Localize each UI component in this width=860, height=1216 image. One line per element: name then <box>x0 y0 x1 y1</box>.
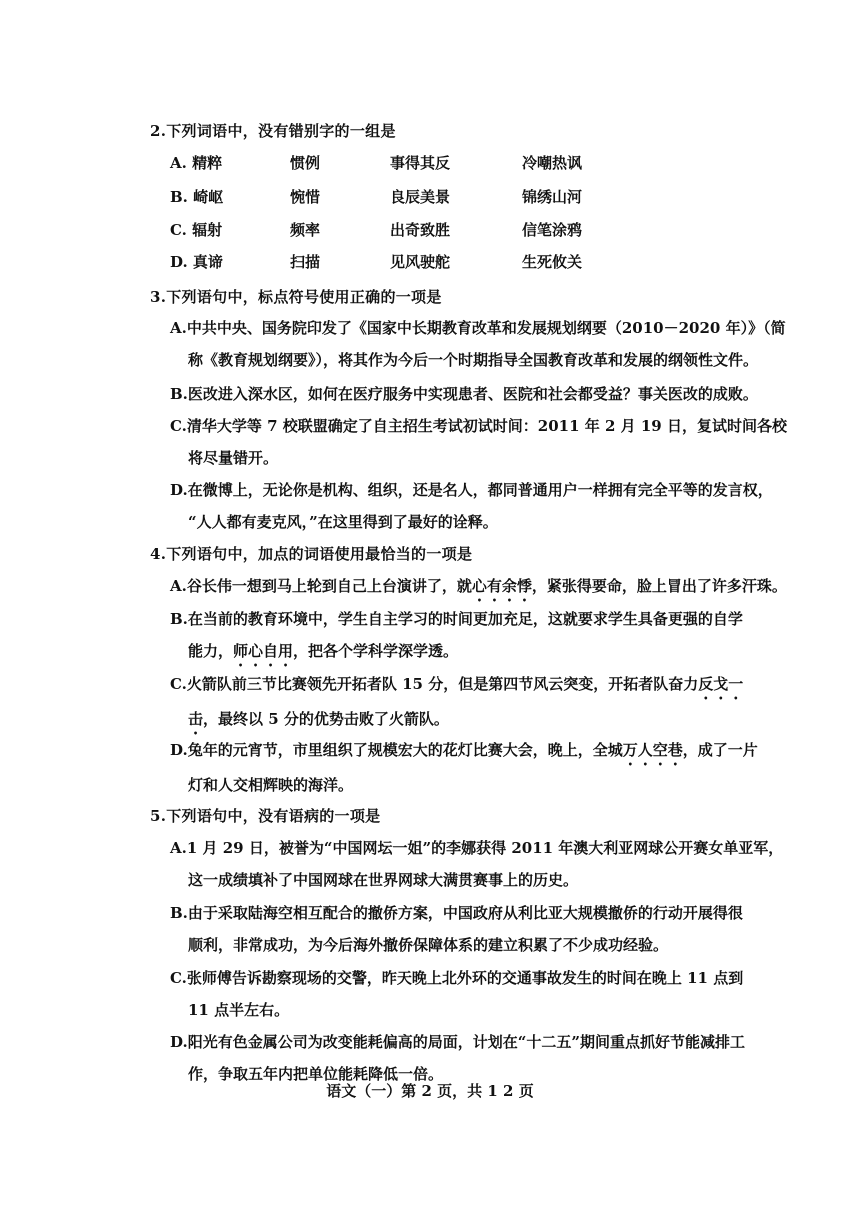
q5-option-b <box>170 897 805 961</box>
q4-b-line2 <box>170 635 805 670</box>
question-5-stem: 5.下列语句中，没有语病的一项是 <box>150 807 381 825</box>
q3-option-b <box>170 378 805 410</box>
q3-c-line1: C.清华大学等 7 校联盟确定了自主招生考试初试时间：2011 年 2 月 19 日，复试时间各校 <box>170 417 787 435</box>
q4-a-post: ，紧张得要命，脸上冒出了许多汗珠。 <box>531 577 787 595</box>
q3-option-d <box>170 474 805 538</box>
q4-c-post: ，最终以 5 分的优势击败了火箭队。 <box>203 710 449 728</box>
q4-option-c <box>170 668 805 738</box>
q2-b-word2: 良辰美景 <box>390 188 451 206</box>
q2-a-word1: 惯例 <box>290 154 321 172</box>
q4-d-line1 <box>170 734 805 769</box>
q4-c-dotted-word2: 击 <box>188 710 204 728</box>
q2-c-word1: 频率 <box>290 221 321 239</box>
q3-a-line1: A.中共中央、国务院印发了《国家中长期教育改革和发展规划纲要（2010－2020 年）》（简 <box>170 319 786 337</box>
question-2-stem: 2.下列词语中，没有错别字的一组是 <box>150 122 396 140</box>
q5-c-line2: 11 点半左右。 <box>188 1001 290 1019</box>
q2-b-word3: 锦绣山河 <box>522 188 583 206</box>
q3-d-line1: D.在微博上，无论你是机构、组织，还是名人，都同普通用户一样拥有完全平等的发言权， <box>170 481 773 499</box>
q5-option-a <box>170 832 805 896</box>
q2-d-word1: 扫描 <box>290 253 321 271</box>
question-4-stem: 4.下列语句中，加点的词语使用最恰当的一项是 <box>150 545 473 563</box>
q2-d-word2: 见风驶舵 <box>390 253 451 271</box>
q4-c-line2 <box>170 703 805 738</box>
q3-d-line2: “人人都有麦克风，”在这里得到了最好的诠释。 <box>188 513 498 531</box>
q4-b-line1: B.在当前的教育环境中，学生自主学习的时间更加充足，这就要求学生具备更强的自学 <box>170 610 743 628</box>
q4-b-post: ，把各个学科学深学透。 <box>293 642 459 660</box>
q5-b-line2: 顺利，非常成功，为今后海外撤侨保障体系的建立积累了不少成功经验。 <box>188 936 669 954</box>
q3-option-c <box>170 410 805 474</box>
q2-d-word3: 生死攸关 <box>522 253 583 271</box>
q4-c-dotted-word1: 反戈一 <box>698 675 744 693</box>
question-3-stem: 3.下列语句中，标点符号使用正确的一项是 <box>150 288 442 306</box>
q5-b-line1: B.由于采取陆海空相互配合的撤侨方案，中国政府从利比亚大规模撤侨的行动开展得很 <box>170 904 743 922</box>
q2-c-word3: 信笔涂鸦 <box>522 221 583 239</box>
q4-option-b <box>170 603 805 670</box>
q4-option-a <box>170 570 805 605</box>
q4-a-line1 <box>170 570 805 605</box>
page-footer: 语文（一）第 2 页，共 1 2 页 <box>326 1082 534 1100</box>
q5-a-line2: 这一成绩填补了中国网球在世界网球大满贯赛事上的历史。 <box>188 871 579 889</box>
q4-d-dotted-word: 万人空巷 <box>622 741 683 759</box>
q5-option-c <box>170 962 805 1026</box>
q4-d-line2: 灯和人交相辉映的海洋。 <box>188 776 354 794</box>
q2-a-word3: 冷嘲热讽 <box>522 154 583 172</box>
q2-a-label: A. 精粹 <box>170 154 223 172</box>
q4-b-pre: 能力， <box>188 642 234 660</box>
q2-c-label: C. 辐射 <box>170 221 223 239</box>
q4-c-line1 <box>170 668 805 703</box>
q2-b-label: B. 崎岖 <box>170 188 224 206</box>
q2-b-word1: 惋惜 <box>290 188 321 206</box>
q5-a-line1: A.1 月 29 日，被誉为“中国网坛一姐”的李娜获得 2011 年澳大利亚网球公开赛女单亚军， <box>170 839 784 857</box>
q5-c-line1: C.张师傅告诉勘察现场的交警，昨天晚上北外环的交通事故发生的时间在晚上 11 点到 <box>170 969 744 987</box>
q2-c-word2: 出奇致胜 <box>390 221 451 239</box>
q5-d-line2: 作，争取五年内把单位能耗降低一倍。 <box>188 1065 444 1083</box>
q4-c-pre: C.火箭队前三节比赛领先开拓者队 15 分，但是第四节风云突变，开拓者队奋力 <box>170 675 699 693</box>
q5-d-line1: D.阳光有色金属公司为改变能耗偏高的局面，计划在“十二五”期间重点抓好节能减排工 <box>170 1033 745 1051</box>
q3-c-line2: 将尽量错开。 <box>188 449 279 467</box>
q4-a-pre: A.谷长伟一想到马上轮到自己上台演讲了，就 <box>170 577 472 595</box>
q3-a-line2: 称《教育规划纲要》），将其作为今后一个时期指导全国教育改革和发展的纲领性文件。 <box>188 351 759 369</box>
q3-b-line1: B.医改进入深水区，如何在医疗服务中实现患者、医院和社会都受益？事关医改的成败。 <box>170 385 758 403</box>
q4-d-post: ，成了一片 <box>682 741 758 759</box>
q4-d-pre: D.兔年的元宵节，市里组织了规模宏大的花灯比赛大会，晚上，全城 <box>170 741 623 759</box>
q2-d-label: D. 真谛 <box>170 253 223 271</box>
q2-a-word2: 事得其反 <box>390 154 451 172</box>
q3-option-a <box>170 312 805 376</box>
q4-a-dotted-word: 心有余悸 <box>471 577 532 595</box>
q4-option-d <box>170 734 805 801</box>
q4-b-dotted-word: 师心自用 <box>233 642 294 660</box>
